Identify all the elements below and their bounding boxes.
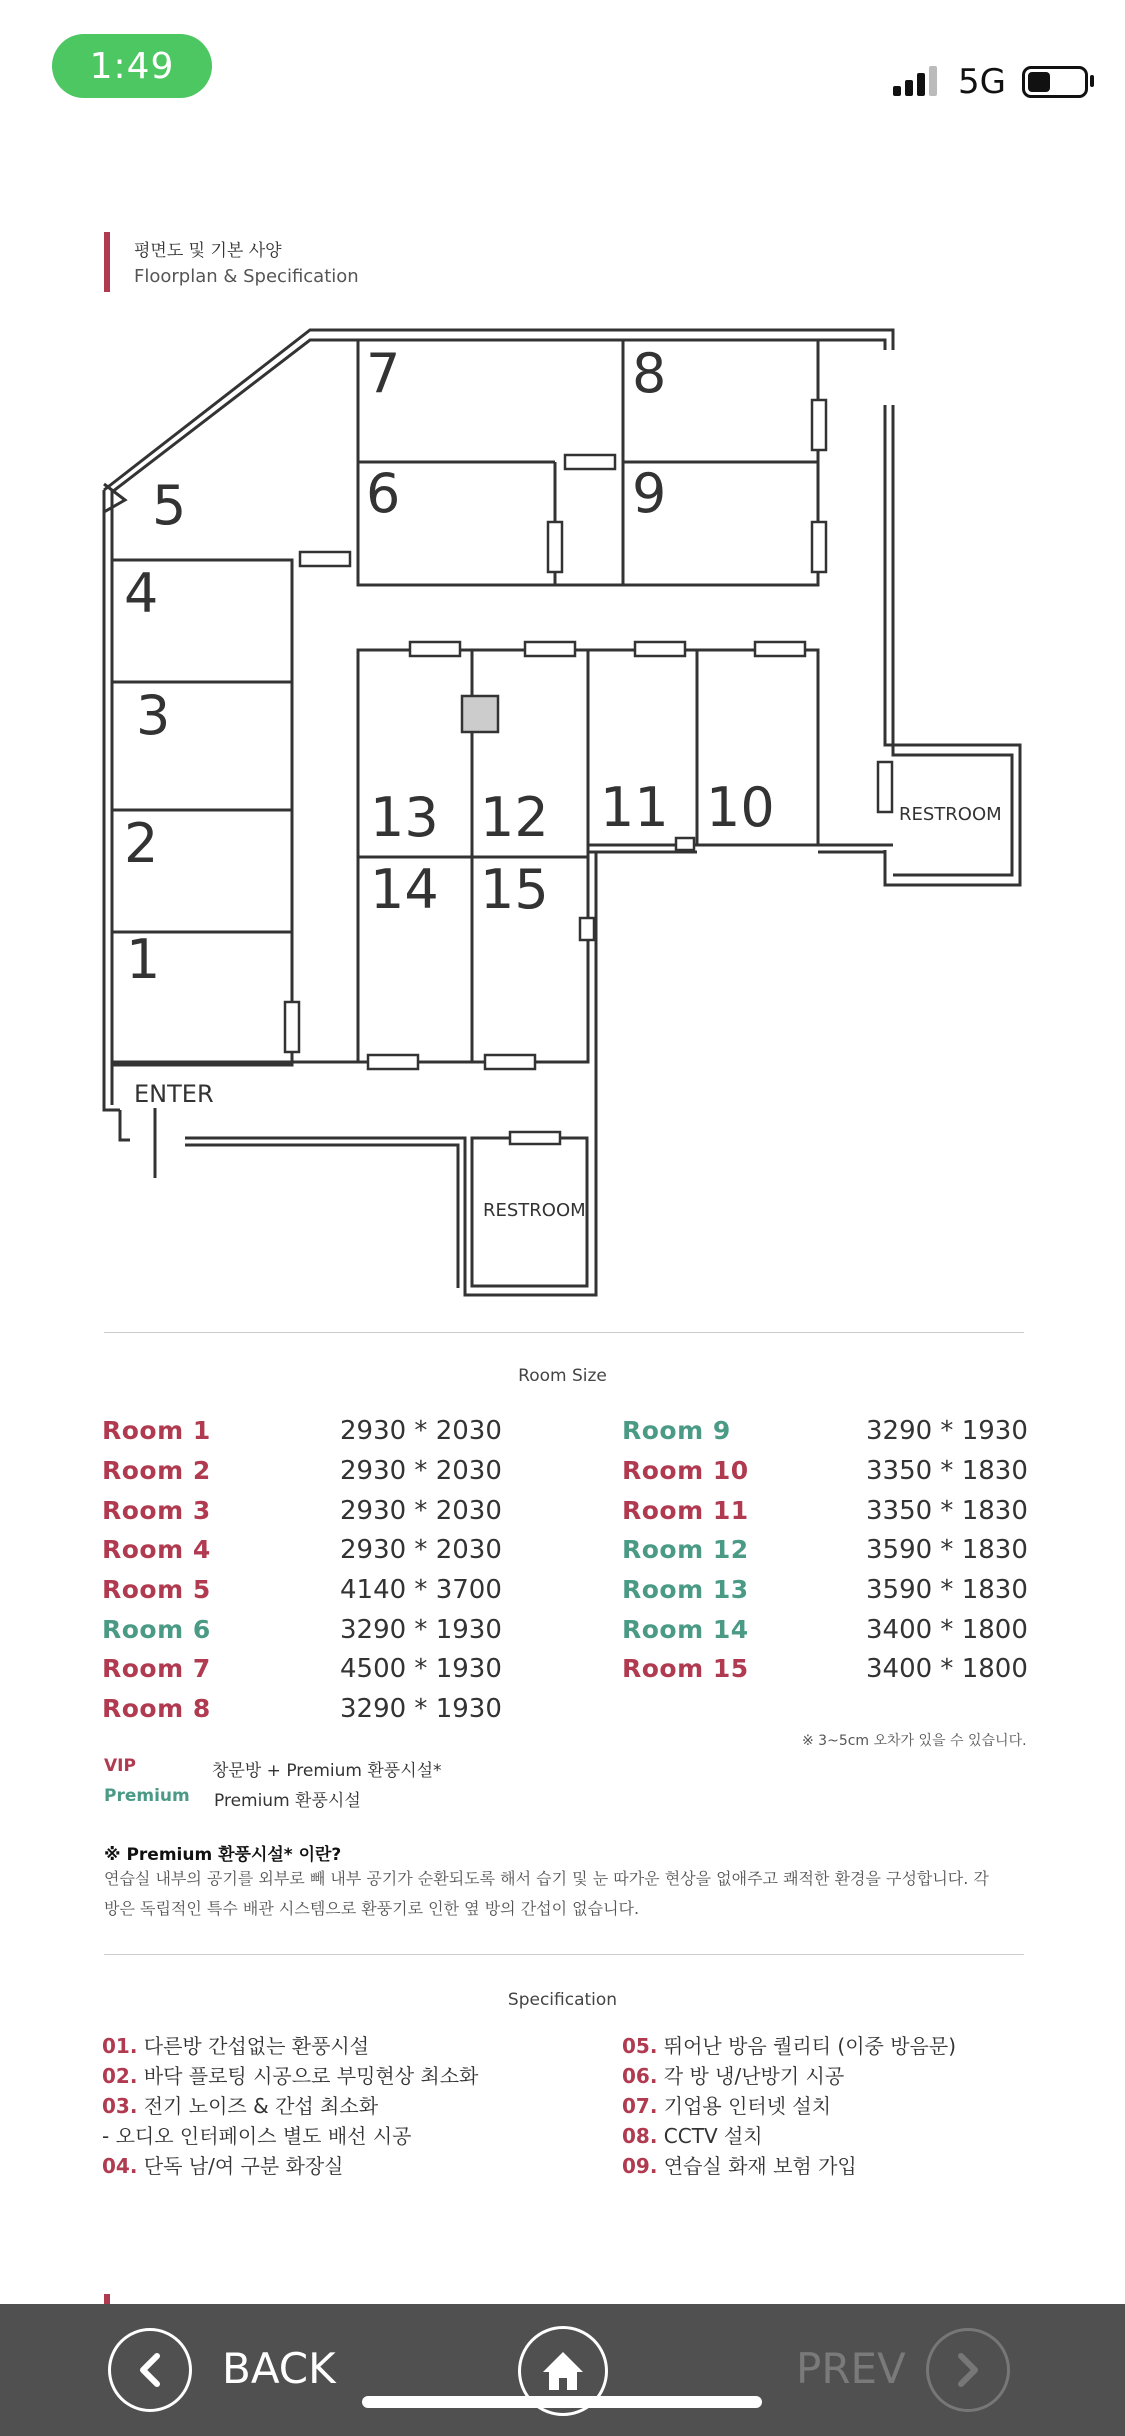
room-number-13: 13 bbox=[370, 786, 439, 849]
back-label[interactable]: BACK bbox=[222, 2344, 336, 2393]
legend-vip-key: VIP bbox=[104, 1756, 136, 1776]
spec-item bbox=[102, 2090, 378, 2119]
room-size-value: 3290 * 1930 bbox=[866, 1416, 1028, 1446]
room-label: Room 15 bbox=[622, 1654, 749, 1683]
spec-num: 09. bbox=[622, 2154, 658, 2178]
room-label: Room 10 bbox=[622, 1456, 749, 1485]
prev-button[interactable] bbox=[926, 2328, 1010, 2412]
home-indicator[interactable] bbox=[362, 2396, 762, 2408]
room-number-11: 11 bbox=[600, 776, 669, 839]
specification-heading: Specification bbox=[507, 1990, 618, 2010]
prev-label[interactable]: PREV bbox=[796, 2344, 906, 2393]
spec-item bbox=[622, 2150, 857, 2179]
room-label: Room 13 bbox=[622, 1575, 749, 1604]
premium-question: ※ Premium 환풍시설* 이란? bbox=[104, 1845, 342, 1865]
room-label: Room 3 bbox=[102, 1496, 211, 1525]
spec-item bbox=[102, 2150, 344, 2179]
room-label: Room 12 bbox=[622, 1535, 749, 1564]
room-number-12: 12 bbox=[480, 786, 549, 849]
legend-premium-key: Premium bbox=[104, 1786, 190, 1806]
room-size-value: 3590 * 1830 bbox=[866, 1575, 1028, 1605]
chevron-right-icon bbox=[953, 2350, 983, 2390]
room-number-1: 1 bbox=[126, 928, 161, 991]
room-label: Room 5 bbox=[102, 1575, 211, 1604]
spec-item bbox=[102, 2120, 411, 2149]
room-label: Room 7 bbox=[102, 1654, 211, 1683]
room-label: Room 11 bbox=[622, 1496, 749, 1525]
room-label: Room 9 bbox=[622, 1416, 731, 1445]
spec-num: 06. bbox=[622, 2064, 658, 2088]
room-label: Room 6 bbox=[102, 1615, 211, 1644]
spec-item bbox=[622, 2120, 763, 2149]
chevron-left-icon bbox=[135, 2350, 165, 2390]
spec-item bbox=[102, 2060, 478, 2089]
room-label: Room 1 bbox=[102, 1416, 211, 1445]
room-label: Room 2 bbox=[102, 1456, 211, 1485]
room-size-value: 2930 * 2030 bbox=[340, 1456, 502, 1486]
spec-num: 08. bbox=[622, 2124, 658, 2148]
room-number-14: 14 bbox=[370, 858, 439, 921]
spec-item bbox=[102, 2030, 369, 2059]
legend-premium-value: Premium 환풍시설 bbox=[214, 1791, 361, 1811]
room-size-value: 4140 * 3700 bbox=[340, 1575, 502, 1605]
divider bbox=[104, 1954, 1024, 1955]
room-label: Room 14 bbox=[622, 1615, 749, 1644]
enter-label: ENTER bbox=[134, 1080, 214, 1108]
spec-text: - 오디오 인터페이스 별도 배선 시공 bbox=[102, 2124, 412, 2148]
spec-item bbox=[622, 2090, 831, 2119]
room-number-4: 4 bbox=[124, 562, 159, 625]
spec-num: 01. bbox=[102, 2034, 138, 2058]
spec-num: 04. bbox=[102, 2154, 138, 2178]
spec-text: 각 방 냉/난방기 시공 bbox=[663, 2064, 845, 2088]
room-number-15: 15 bbox=[480, 858, 549, 921]
room-size-heading: Room Size bbox=[518, 1366, 607, 1386]
room-size-value: 2930 * 2030 bbox=[340, 1496, 502, 1526]
home-icon bbox=[541, 2350, 585, 2392]
room-size-value: 3400 * 1800 bbox=[866, 1654, 1028, 1684]
spec-item bbox=[622, 2060, 844, 2089]
page-title-ko: 평면도 및 기본 사양 bbox=[134, 241, 282, 261]
spec-item bbox=[622, 2030, 956, 2059]
spec-text: 전기 노이즈 & 간섭 최소화 bbox=[143, 2094, 379, 2118]
room-number-8: 8 bbox=[632, 342, 667, 405]
spec-text: 기업용 인터넷 설치 bbox=[663, 2094, 832, 2118]
spec-text: 연습실 화재 보험 가입 bbox=[663, 2154, 857, 2178]
divider bbox=[104, 1332, 1024, 1333]
room-size-value: 3290 * 1930 bbox=[340, 1694, 502, 1724]
room-size-value: 4500 * 1930 bbox=[340, 1654, 502, 1684]
back-button[interactable] bbox=[108, 2328, 192, 2412]
status-time: 1:49 bbox=[52, 34, 212, 98]
room-size-value: 3400 * 1800 bbox=[866, 1615, 1028, 1645]
room-size-value: 2930 * 2030 bbox=[340, 1535, 502, 1565]
room-number-6: 6 bbox=[366, 462, 401, 525]
network-type: 5G bbox=[958, 62, 1006, 102]
room-size-value: 3350 * 1830 bbox=[866, 1496, 1028, 1526]
spec-num: 03. bbox=[102, 2094, 138, 2118]
room-number-2: 2 bbox=[124, 812, 159, 875]
spec-text: 뛰어난 방음 퀄리티 (이중 방음문) bbox=[663, 2034, 956, 2058]
room-size-value: 3290 * 1930 bbox=[340, 1615, 502, 1645]
room-number-7: 7 bbox=[366, 342, 401, 405]
room-number-10: 10 bbox=[706, 776, 775, 839]
premium-explanation: 연습실 내부의 공기를 외부로 빼 내부 공기가 순환되도록 해서 습기 및 눈 따가운 현상을 없애주고 쾌적한 환경을 구성합니다. 각 방은 독립적인 특수 배관 시스템으로 환풍기로 인한 옆 방의 간섭이 없습니다. bbox=[104, 1869, 989, 1918]
room-label: Room 4 bbox=[102, 1535, 211, 1564]
spec-num: 05. bbox=[622, 2034, 658, 2058]
spec-text: 다른방 간섭없는 환풍시설 bbox=[143, 2034, 370, 2058]
room-number-9: 9 bbox=[632, 462, 667, 525]
page-title-en: Floorplan & Specification bbox=[134, 266, 359, 287]
spec-num: 02. bbox=[102, 2064, 138, 2088]
room-size-value: 2930 * 2030 bbox=[340, 1416, 502, 1446]
room-size-value: 3590 * 1830 bbox=[866, 1535, 1028, 1565]
spec-text: 단독 남/여 구분 화장실 bbox=[143, 2154, 344, 2178]
legend-vip-value: 창문방 + Premium 환풍시설* bbox=[212, 1761, 442, 1781]
spec-num: 07. bbox=[622, 2094, 658, 2118]
room-size-value: 3350 * 1830 bbox=[866, 1456, 1028, 1486]
restroom-label-bottom: RESTROOM bbox=[483, 1200, 586, 1221]
room-number-3: 3 bbox=[136, 684, 171, 747]
tolerance-note: ※ 3~5cm 오차가 있을 수 있습니다. bbox=[802, 1733, 1027, 1749]
spec-text: 바닥 플로팅 시공으로 부밍현상 최소화 bbox=[143, 2064, 479, 2088]
restroom-label-right: RESTROOM bbox=[899, 804, 1002, 825]
room-label: Room 8 bbox=[102, 1694, 211, 1723]
room-number-5: 5 bbox=[152, 474, 187, 537]
spec-text: CCTV 설치 bbox=[663, 2124, 763, 2148]
